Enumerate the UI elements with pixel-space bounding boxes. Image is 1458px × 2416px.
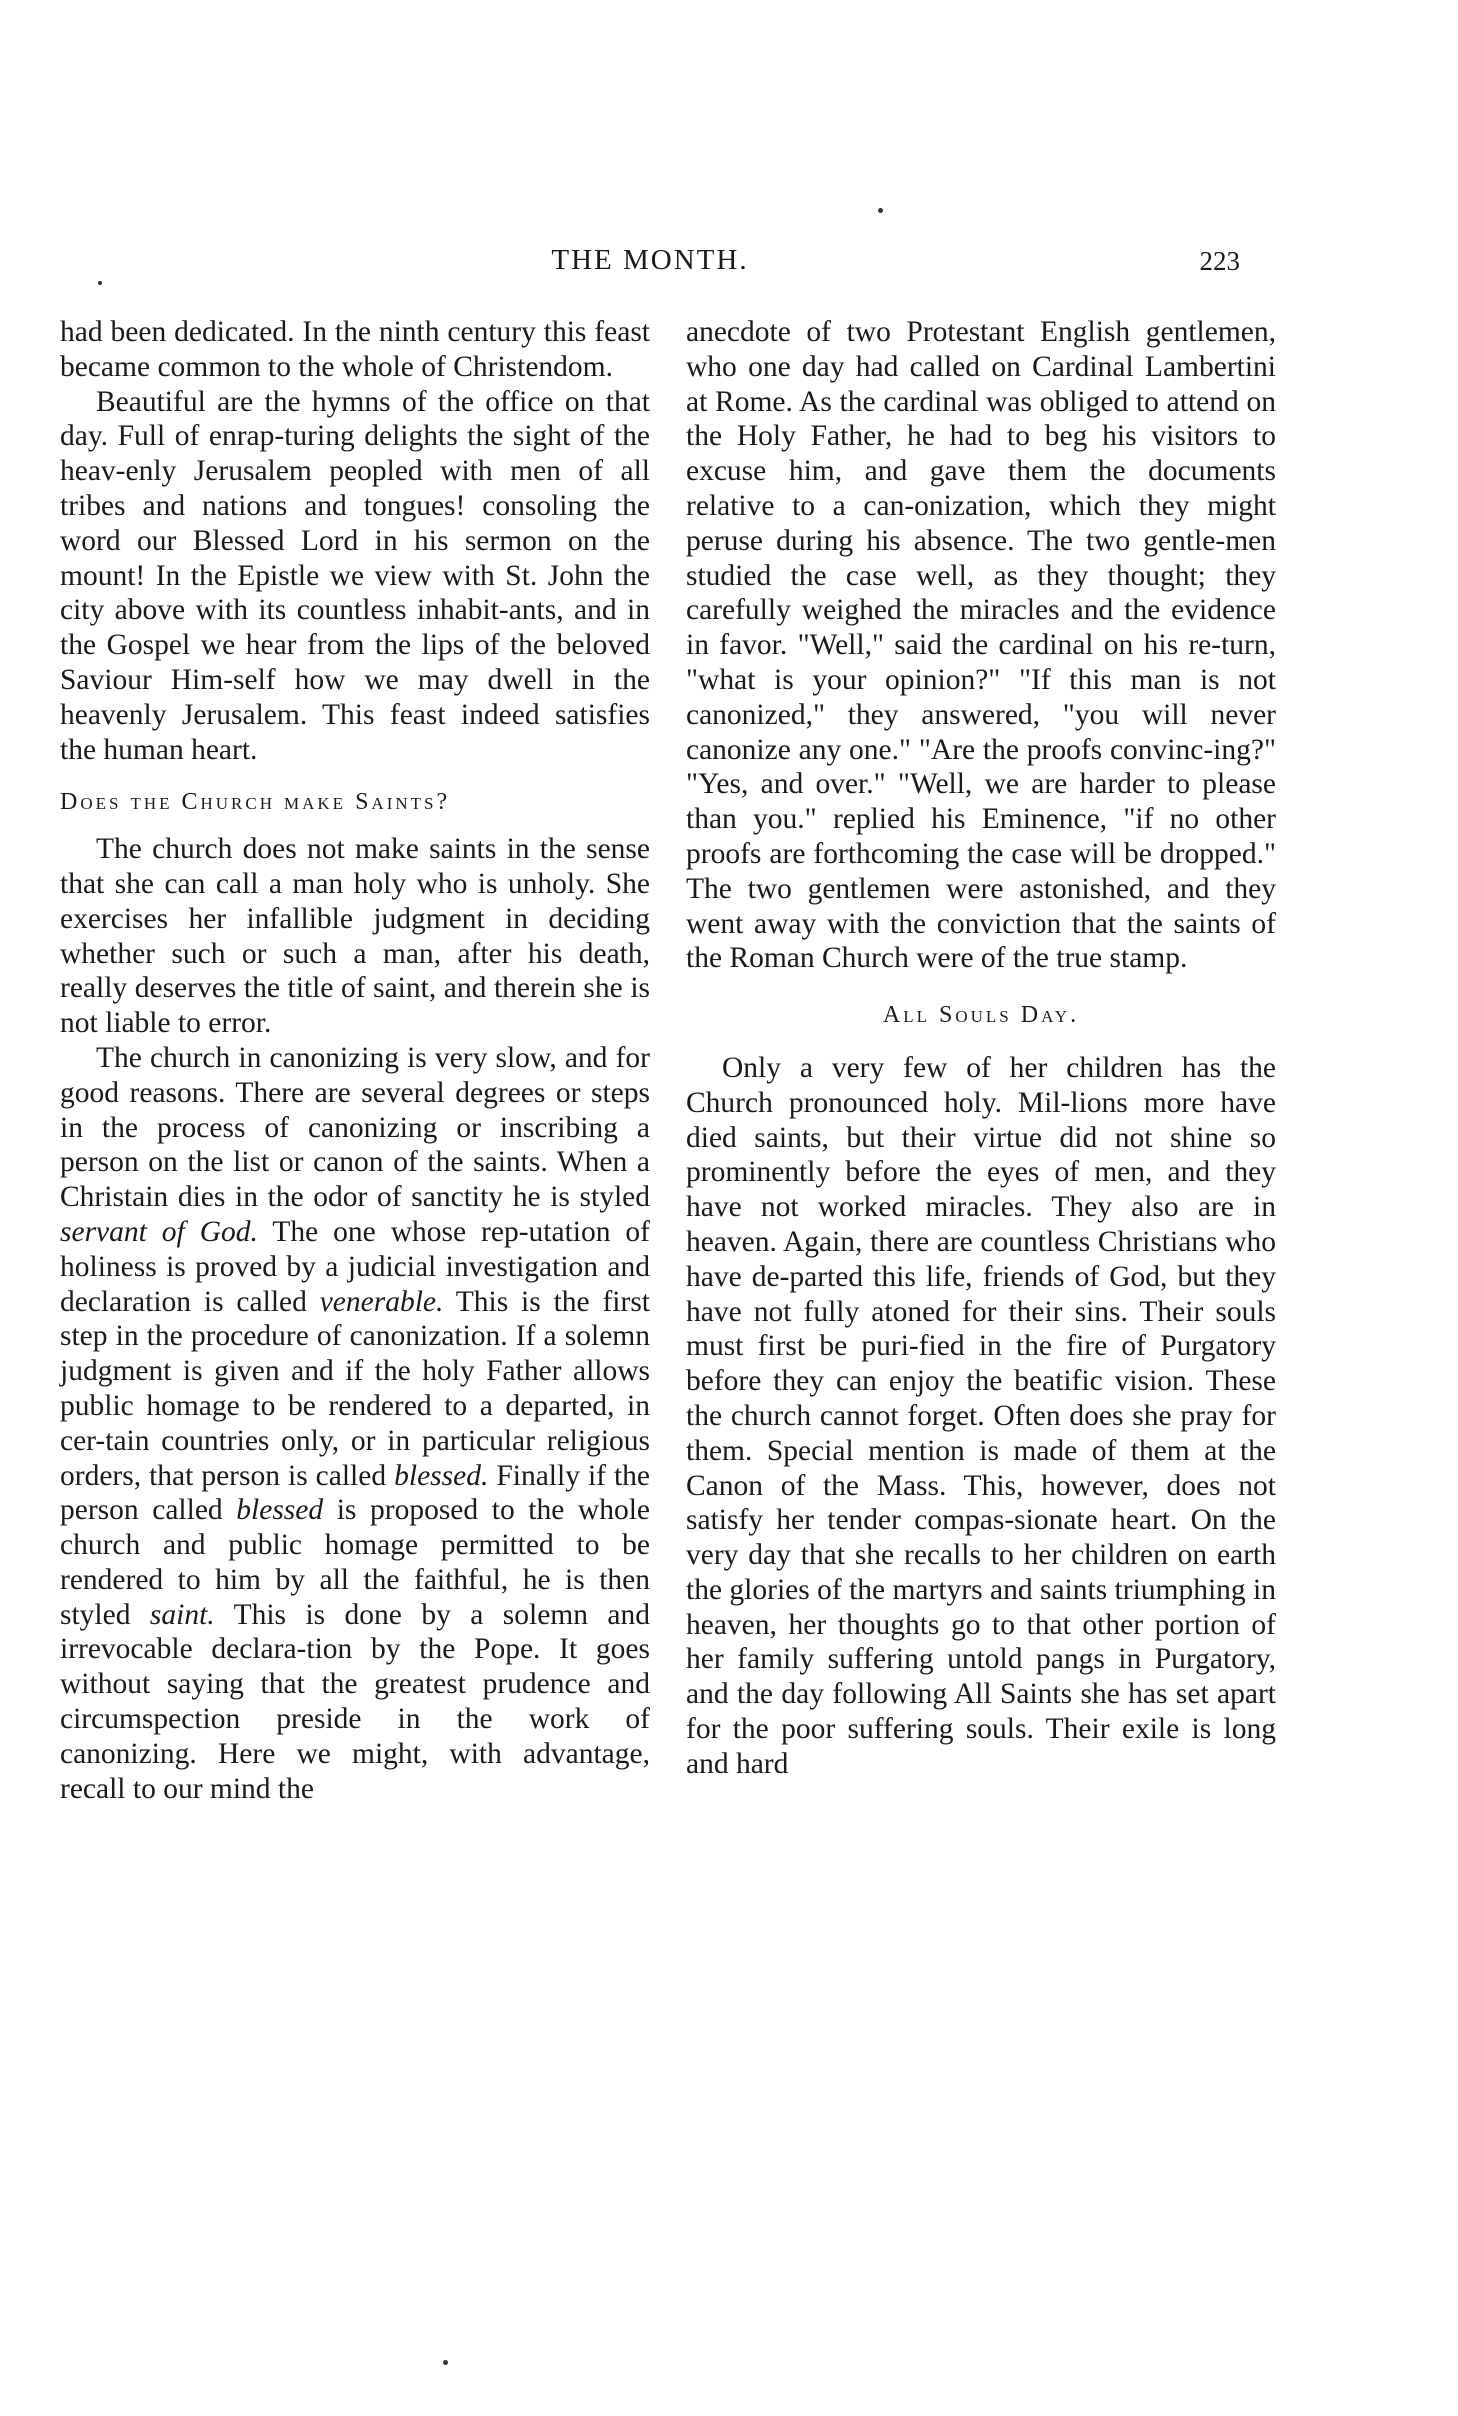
running-head [60, 244, 1240, 284]
text-run: This is the first step in the procedure of canonization. If a solemn judgment is given and if the holy Father allows public homage to be rendered to a departed, in cer-tain countries only, or in particular religious orders, that person is called [60, 1285, 650, 1492]
section-heading: Does the Church make Saints? [60, 789, 451, 816]
text-run: The church in canonizing is very slow, and for good reasons. There are several degrees or steps in the process of canonizing or inscribing a person on the list or canon of the saints. When a Christain dies in the odor of sanctity he is styled [60, 1041, 650, 1214]
italic-term: servant of God. [60, 1215, 258, 1248]
journal-title: THE MONTH. [551, 244, 749, 276]
text-run: Finally if the person called [60, 1459, 651, 1527]
paragraph [60, 1041, 650, 1807]
italic-term: venerable. [319, 1285, 444, 1318]
left-column [60, 315, 650, 1806]
page-number: 223 [1199, 246, 1240, 276]
print-speck [878, 208, 883, 213]
text-run: This is done by a solemn and irrevocable declara-tion by the Pope. It goes without saying that the greatest prudence and circumspection preside in the work of canonizing. Here we might, with advantage, recall to our mind the [60, 1598, 651, 1805]
text-run: The one whose rep-utation of holiness is proved by a judicial investigation and declaration is called [60, 1215, 650, 1318]
italic-term: blessed [236, 1494, 324, 1527]
italic-term: blessed. [394, 1459, 489, 1492]
italic-term: saint. [149, 1598, 215, 1631]
text-run: is proposed to the whole church and public homage permitted to be rendered to him by all the faithful, he is then styled [60, 1494, 651, 1631]
print-speck [443, 2360, 448, 2365]
paragraph: The church does not make saints in the sense that she can call a man holy who is unholy. She exercises her infallible judgment in deciding whether such or such a man, after his death, really deserves the title of saint, and therein she is not liable to error. [60, 833, 650, 1040]
paragraph: anecdote of two Protestant English gentlemen, who one day had called on Cardinal Lambertini at Rome. As the cardinal was obliged to attend on the Holy Father, he had to beg his visitors to excuse him, and gave them the documents relative to a can-onization, which they might peruse during his absence. The two gentle-men studied the case well, as they thought; they carefully weighed the miracles and the evidence in favor. "Well," said the cardinal on his re-turn, "what is your opinion?" "If this man is not canonized," they answered, "you will never canonize any one." "Are the proofs convinc-ing?" "Yes, and over." "Well, we are harder to please than you." replied his Eminence, "if no other proofs are forthcoming the case will be dropped." The two gentlemen were astonished, and they went away with the conviction that the saints of the Roman Church were of the true stamp. [686, 316, 1276, 975]
paragraph: Beautiful are the hymns of the office on that day. Full of enrap-turing delights the sight of the heav-enly Jerusalem peopled with men of all tribes and nations and tongues! consoling the word our Blessed Lord in his sermon on the mount! In the Epistle we view with St. John the city above with its countless inhabit-ants, and in the Gospel we hear from the lips of the beloved Saviour Him-self how we may dwell in the heavenly Jerusalem. This feast indeed satisfies the human heart. [60, 385, 650, 766]
paragraph: had been dedicated. In the ninth century this feast became common to the whole of Christendom. [60, 316, 650, 383]
paragraph: Only a very few of her children has the Church pronounced holy. Mil-lions more have died saints, but their virtue did not shine so prominently before the eyes of men, and they have not worked miracles. They also are in heaven. Again, there are countless Christians who have de-parted this life, friends of God, but they have not fully atoned for their sins. Their souls must first be puri-fied in the fire of Purgatory before they can enjoy the beatific vision. These the church cannot forget. Often does she pray for them. Special mention is made of them at the Canon of the Mass. This, however, does not satisfy her tender compas-sionate heart. On the very day that she recalls to her children on earth the glories of the martyrs and saints triumphing in heaven, her thoughts go to that other portion of her family suffering untold pangs in Purgatory, and the day following All Saints she has set apart for the poor suffering souls. Their exile is long and hard [686, 1051, 1276, 1780]
right-column [686, 315, 1276, 1782]
section-heading: All Souls Day. [882, 1002, 1080, 1029]
